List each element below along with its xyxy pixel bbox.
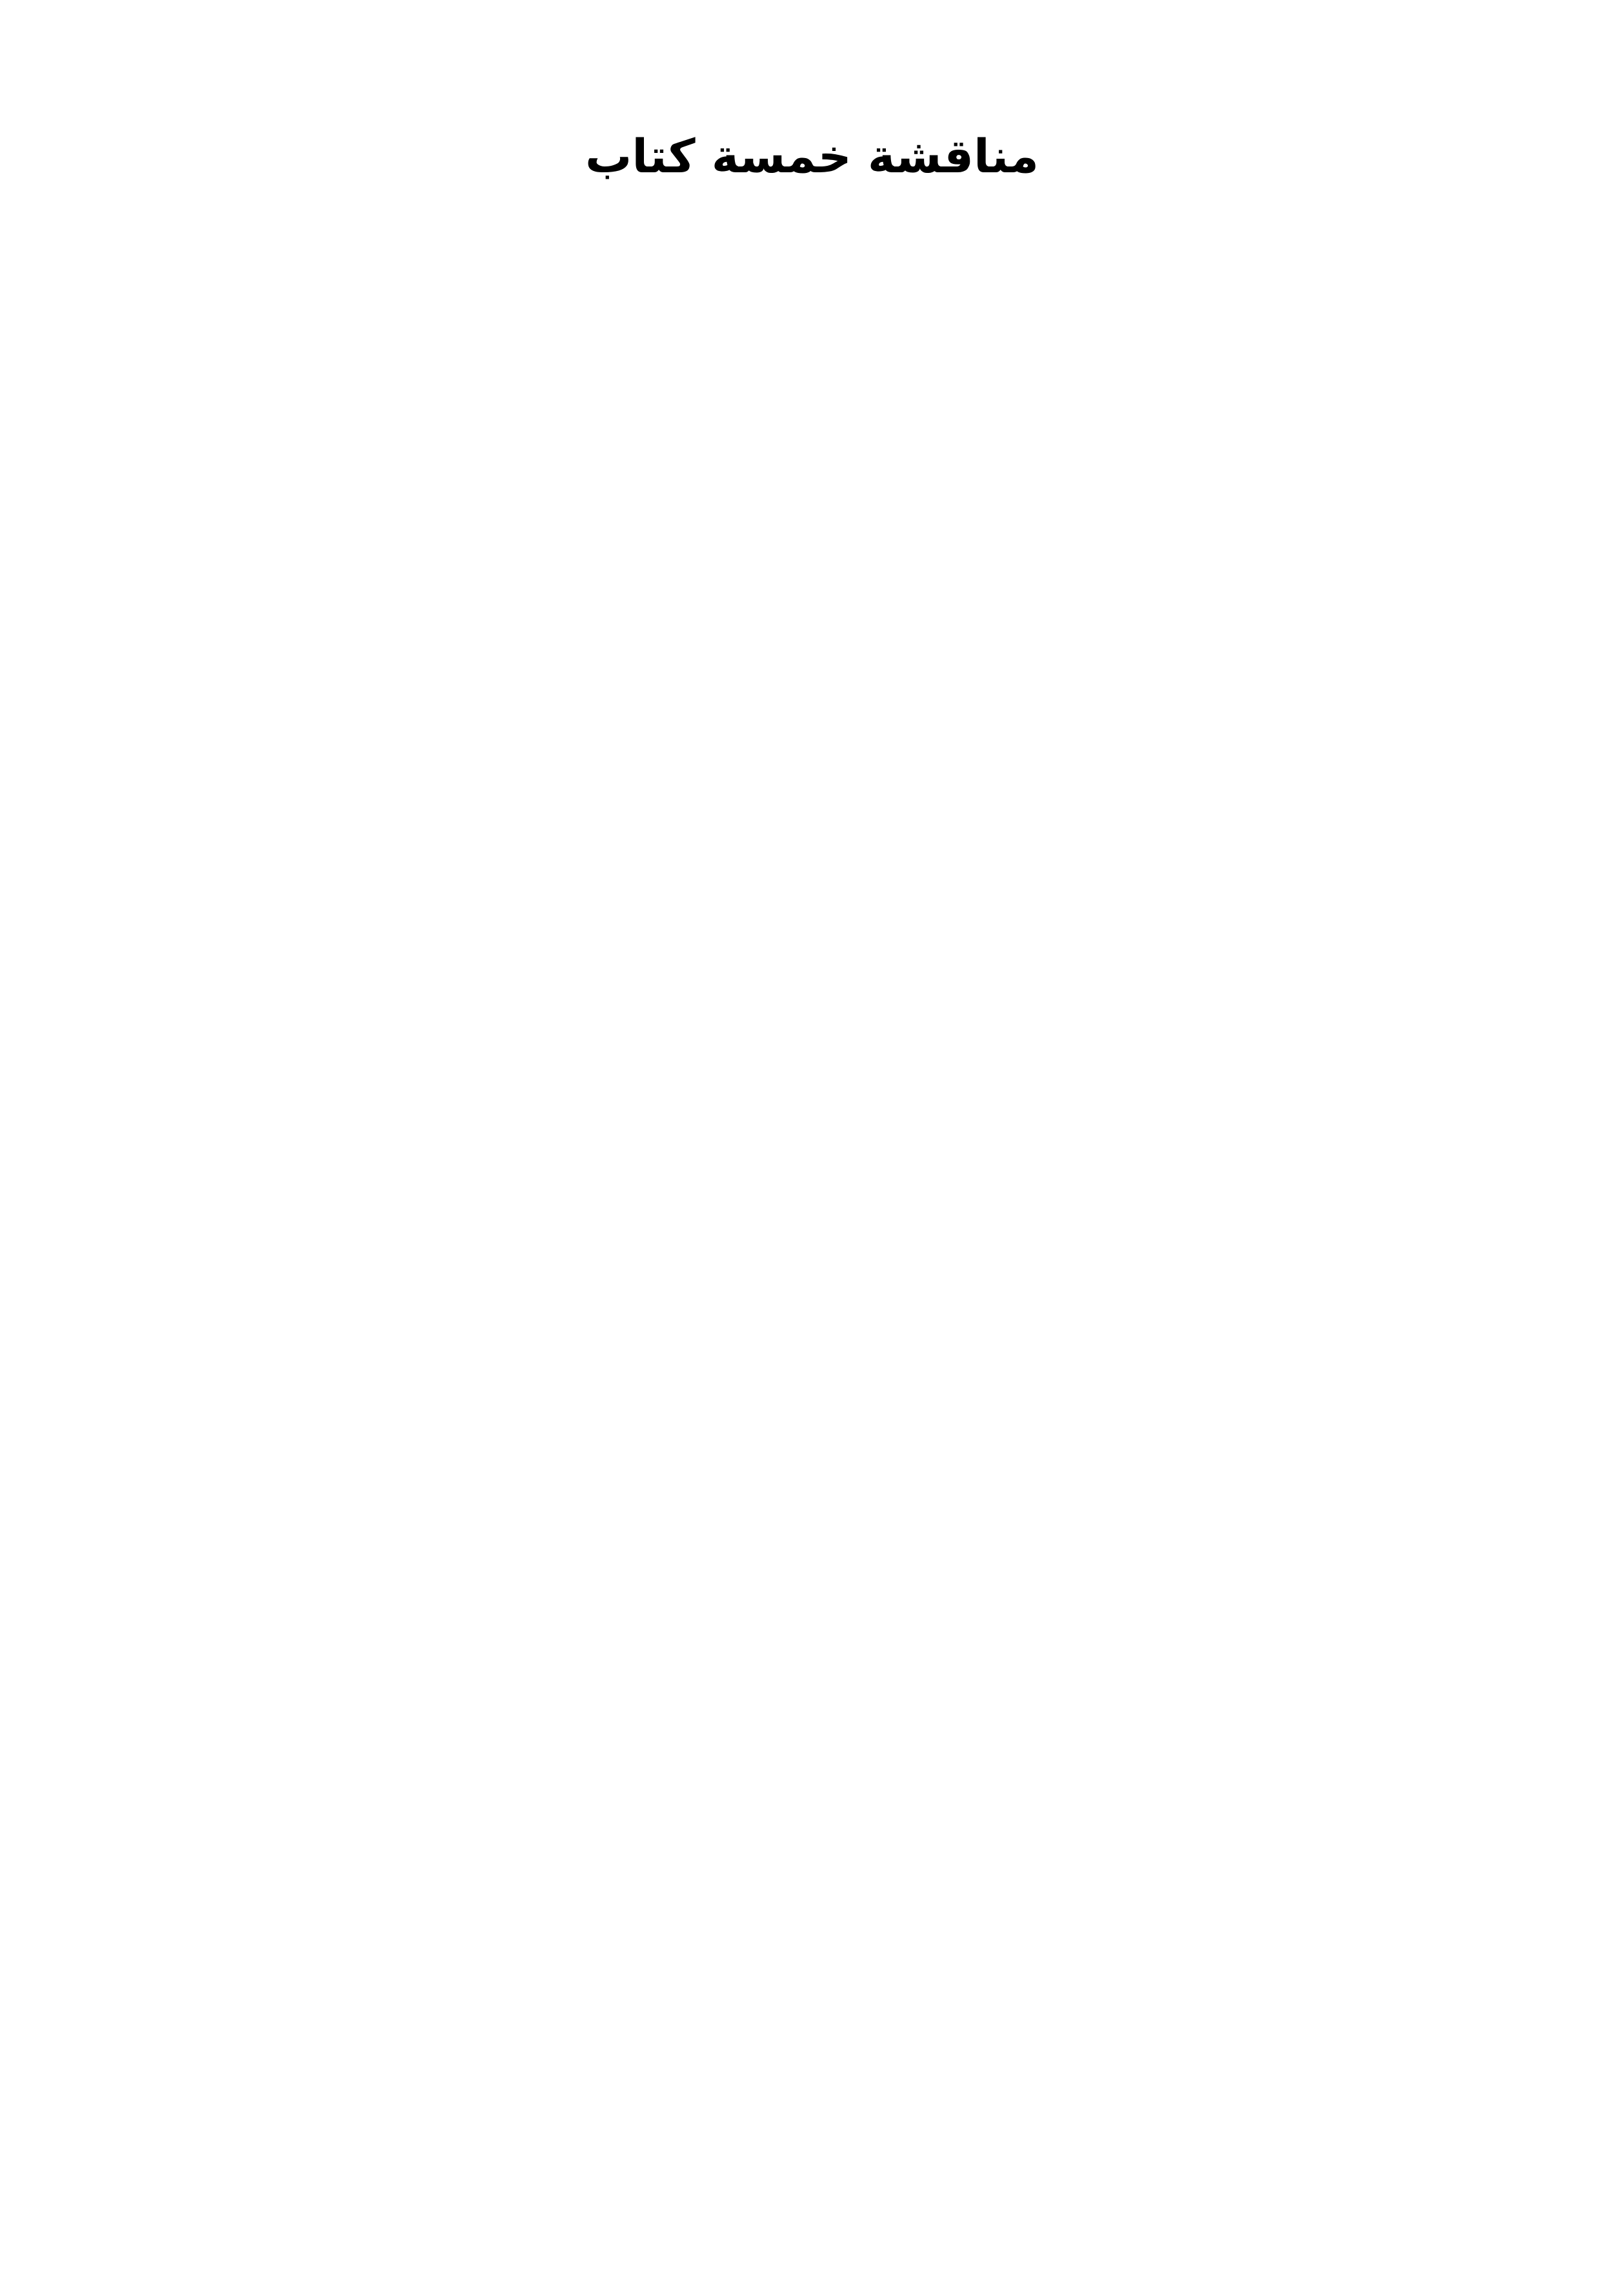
page-title: مناقشة خمسة كتاب: [585, 129, 1039, 183]
page: [0, 129, 1624, 2295]
